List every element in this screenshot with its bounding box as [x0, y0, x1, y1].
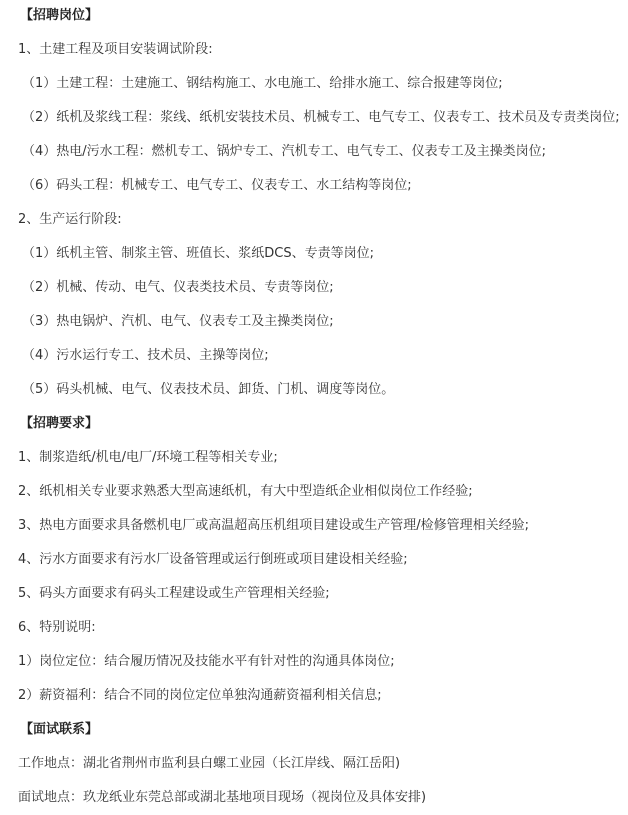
- positions-heading: 【招聘岗位】: [20, 8, 99, 23]
- requirement-item: 6、特别说明:: [18, 620, 96, 635]
- stage1-item: （6）码头工程：机械专工、电气专工、仪表专工、水工结构等岗位;: [22, 178, 412, 193]
- stage1-title: 1、土建工程及项目安装调试阶段:: [18, 42, 213, 57]
- interview-location: 面试地点：玖龙纸业东莞总部或湖北基地项目现场（视岗位及具体安排): [18, 790, 427, 805]
- stage2-item: （2）机械、传动、电气、仪表类技术员、专责等岗位;: [22, 280, 334, 295]
- requirement-item: 2）薪资福利：结合不同的岗位定位单独沟通薪资福利相关信息;: [18, 688, 382, 703]
- requirement-item: 3、热电方面要求具备燃机电厂或高温超高压机组项目建设或生产管理/检修管理相关经验;: [18, 518, 530, 533]
- interview-heading: 【面试联系】: [20, 722, 99, 737]
- stage1-item: （4）热电/污水工程：燃机专工、锅炉专工、汽机专工、电气专工、仪表专工及主操类岗位;: [22, 144, 547, 159]
- requirements-heading: 【招聘要求】: [20, 416, 99, 431]
- stage2-item: （4）污水运行专工、技术员、主操等岗位;: [22, 348, 269, 363]
- stage2-title: 2、生产运行阶段:: [18, 212, 122, 227]
- work-location: 工作地点：湖北省荆州市监利县白螺工业园（长江岸线、隔江岳阳): [18, 756, 401, 771]
- requirement-item: 1、制浆造纸/机电/电厂/环境工程等相关专业;: [18, 450, 278, 465]
- stage1-item: （1）土建工程：土建施工、钢结构施工、水电施工、给排水施工、综合报建等岗位;: [22, 76, 503, 91]
- stage2-item: （5）码头机械、电气、仪表技术员、卸货、门机、调度等岗位。: [22, 382, 395, 397]
- requirement-item: 5、码头方面要求有码头工程建设或生产管理相关经验;: [18, 586, 330, 601]
- stage2-item: （3）热电锅炉、汽机、电气、仪表专工及主操类岗位;: [22, 314, 334, 329]
- stage1-item: （2）纸机及浆线工程：浆线、纸机安装技术员、机械专工、电气专工、仪表专工、技术员及专责类岗位;: [22, 110, 620, 125]
- stage2-item: （1）纸机主管、制浆主管、班值长、浆纸DCS、专责等岗位;: [22, 246, 374, 261]
- requirement-item: 2、纸机相关专业要求熟悉大型高速纸机，有大中型造纸企业相似岗位工作经验;: [18, 484, 473, 499]
- requirement-item: 1）岗位定位：结合履历情况及技能水平有针对性的沟通具体岗位;: [18, 654, 395, 669]
- requirement-item: 4、污水方面要求有污水厂设备管理或运行倒班或项目建设相关经验;: [18, 552, 408, 567]
